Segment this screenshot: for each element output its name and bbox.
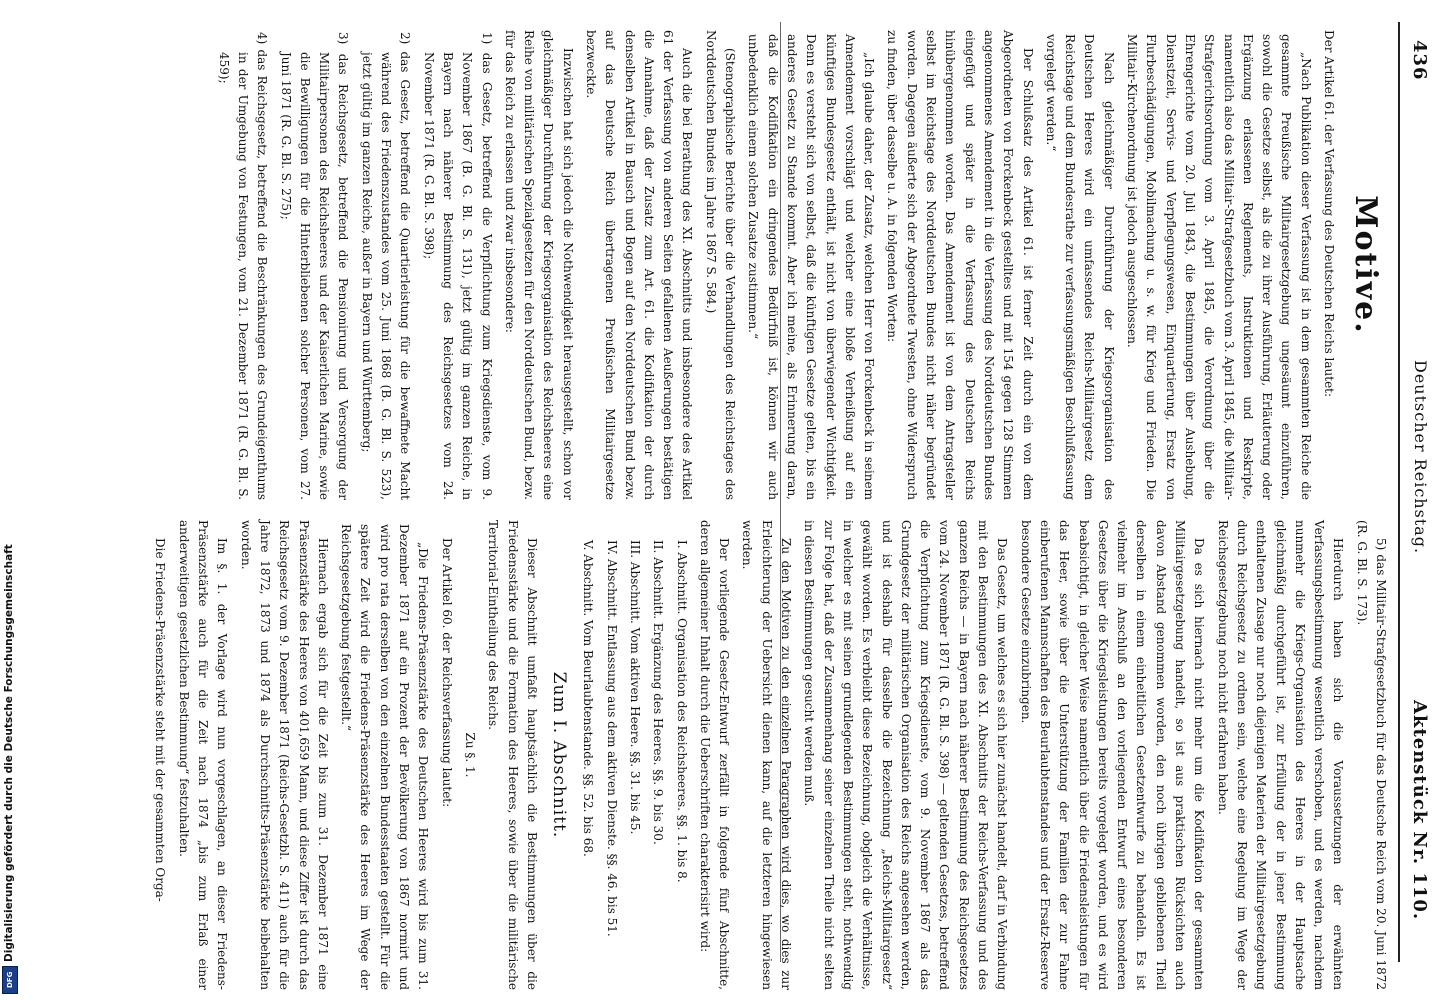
paragraph: Das Gesetz, um welches es sich hier zunächst handelt, darf in Verbindung mit den Bestimmungen des XI. Abschnitts der Reichs-Verfassung und des ganzen Reichs — in Bayern nach näherer Bestimmung des Reichsgesetzes vom 24. November 1871 (R. G. Bl. S. 398) — geltenden Gesetzes, betreffend die Verpflichtung zum Kriegsdienste, vom 9. November 1867 als das Grundgesetz der militärischen Organisation des Reichs angesehen werden, und ist deshalb für dasselbe die Bezeichnung „Reichs-Militairgesetz“ gewählt worden. Es verbleibt diese Bezeichnung, obgleich die Verhältnisse, in welcher es mit seinen grundlegenden Bestimmungen steht, nothwendig zur Folge hat, daß der Zusammenhang seiner einzelnen Theile nicht selten in diesen Bestimmungen gesucht werden muß. [802, 520, 1010, 990]
paragraph: Der vorliegende Gesetz-Entwurf zerfällt in folgende fünf Abschnitte, deren allgemeiner Inhalt durch die Ueberschriften charakterisirt wird: [697, 520, 732, 990]
paragraph: Zu den Motiven zu den einzelnen Paragraphen wird dies, wo dies zur Erleichterung der Uebersicht dienen kann, auf die letzteren hingewiesen werden. [740, 520, 794, 990]
paragraph: Der Artikel 60. der Reichsverfassung lautet: [439, 538, 454, 808]
list-item: 1) das Gesetz, betreffend die Verpflichtung zum Kriegsdienste, vom 9. November 1867 (B. G. Bl. S. 131), jetzt gültig im ganzen Reiche, in Bayern nach näherer Bestimmung des Reichsgesetzes vom 24. November 1871 (R. G. Bl. S. 398); [421, 32, 494, 500]
paragraph: „Ich glaube daher, der Zusatz, welchen Herr von Forckenbeck in seinem Amendement vorschlägt und welcher eine bloße Verheißung auf ein künftiges Bundesgesetz enthält, ist nicht von überwiegender Wichtigkeit. Denn es versteht sich von selbst, daß die künftigen Gesetze gelten, bis ein anderes Gesetz zu Stande kommt. Aber ich meine, als Erinnerung daran, daß die Kodifikation ein dringendes Bedürfniß ist, können wir auch unbedenklich einem solchen Zusatze zustimmen.“ [746, 34, 877, 500]
paragraph: Nach gleichmäßiger Durchführung der Kriegsorganisation des Deutschen Heeres wird ein umfassendes Reichs-Militairgesetz dem Reichstage und dem Bundesrathe zur verfassungsmäßigen Beschlußfassung vorgelegt werden.“ [1043, 34, 1116, 500]
heading-motive: Motive. [1348, 195, 1383, 335]
paragraph: Die Friedens-Präsenzstärke steht mit der gesammten Orga- [153, 538, 168, 902]
digitization-note: Digitalisierung gefördert durch die Deutsche Forschungsgemeinschaft [3, 544, 15, 962]
paragraph: Inzwischen hat sich jedoch die Nothwendigkeit herausgestellt, schon vor gleichmäßiger Durchführung der Kriegsorganisation des Reichsheeres eine Reihe von militärischen Spezialgesetzen für den Norddeutschen Bund, bezw. für das Reich zu erlassen und zwar insbesondere: [502, 30, 575, 500]
left-page-column [146, 520, 1390, 990]
paragraph: Hierdurch haben sich die Voraussetzungen der erwähnten Verfassungsbestimmung wesentlich verschoben, und es werden, nachdem nunmehr die Kriegs-Organisation des Heeres in der Hauptsache gleichmäßig durchgeführt ist, zur Erfüllung der in jener Bestimmung enthaltenen Zusage nur noch diejenigen Materien der Militairgesetzgebung durch Reichsgesetz zu ordnen sein, welche eine Regelung im Wege der Reichsgesetzgebung noch nicht erfahren haben. [1215, 520, 1346, 990]
toc-entry: III. Abschnitt. Vom aktiven Heere. §§. 31. bis 45. [628, 540, 643, 835]
list-item: 4) das Reichsgesetz, betreffend die Beschränkungen des Grundeigenthums in der Umgebung von Festungen, vom 21. Dezember 1871 (R. G. Bl. S. 459); [216, 32, 270, 500]
dfg-logo-text: DFG [6, 971, 14, 989]
running-title: Deutscher Reichstag. [1411, 360, 1430, 555]
list-item: 3) das Reichsgesetz, betreffend die Pensionirung und Versorgung der Militairpersonen des Reichsheeres und der Kaiserlichen Marine, sowie die Bewilligungen für die Hinterbliebenen solcher Personen, vom 27. Juni 1871 (R. G. Bl. S. 275); [278, 32, 351, 500]
paragraph: Da es sich hiernach nicht mehr um die Kodifikation der gesammten Militairgesetzgebung handelt, so ist aus praktischen Rücksichten auch davon Abstand genommen worden, den noch übrigen gebliebenen Theil derselben in einem einheitlichen Gesetzentwurfe zu behandeln. Es ist vielmehr im Anschluß an den vorliegenden Entwurf eines besonderen Gesetzes über die Kriegsleistungen bereits vorgelegt worden, und es wird beabsichtigt, in gleicher Weise namentlich über die Friedensleistungen für das Heer, sowie über die Unterstützung der Familien der zur Fahne einberufenen Mannschaften des Beurlaubtenstandes und der Ersatz-Reserve besondere Gesetze einzubringen. [1018, 520, 1207, 990]
paragraph: Dieser Abschnitt umfaßt hauptsächlich die Bestimmungen über die Friedensstärke und die Formation des Heeres, sowie über die militärische Territorial-Eintheilung des Reichs. [486, 520, 539, 990]
section-heading: Zum I. Abschnitt. [549, 671, 570, 839]
paragraph: Der Schlußsatz des Artikel 61. ist ferner Zeit durch ein von dem Abgeordneten von Forckenbeck gestelltes und mit 154 gegen 128 Stimmen angenommenes Amendement in die Verfassung des Norddeutschen Bundes eingefügt und später in die Verfassung des Deutschen Reichs hinübergenommen worden. Das Amendement ist von dem Antragsteller selbst im Reichstage des Norddeutschen Bundes nicht näher begründet worden. Dagegen äußerte sich der Abgeordnete Twesten, ohne Widerspruch zu finden, über dasselbe u. A. in folgenden Worten: [885, 30, 1035, 500]
paragraph: Hiernach ergab sich für die Zeit bis zum 31. Dezember 1871 eine Präsenzstärke des Heeres von 401,659 Mann, und diese Ziffer ist durch das Reichsgesetz vom 9. Dezember 1871 (Reichs-Gesetzbl. S. 411) auch für die Jahre 1872, 1873 und 1874 als Durchschnitts-Präsenzstärke beibehalten worden. [238, 520, 330, 990]
header-rule [1398, 22, 1400, 962]
paragraph: „Die Friedens-Präsenzstärke des Deutschen Heeres wird bis zum 31. Dezember 1871 auf ein Prozent der Bevölkerung von 1867 normirt und wird pro rata derselben von den einzelnen Bundesstaaten gestellt. Für die spätere Zeit wird die Friedens-Präsenzstärke des Heeres im Wege der Reichsgesetzgebung festgestellt.“ [339, 524, 431, 990]
subsection-heading: Zu §. 1. [462, 732, 477, 778]
paragraph: Auch die bei Berathung des XI. Abschnitts und insbesondere des Artikel 61 der Verfassung von anderen Seiten gefallenen Aeußerungen bestätigen die Annahme, daß der Zusatz zum Art. 61. die Kodifikation der durch denselben Artikel in Bausch und Bogen auf den Norddeutschen Bund bezw. auf das Deutsche Reich übertragenen Preußischen Militairgesetze bezweckte. [584, 30, 695, 500]
paragraph: Im §. 1. der Vorlage wird nun vorgeschlagen, an dieser Friedens-Präsenzstärke auch für die Zeit nach 1874 „bis zum Erlaß einer anderweitigen gesetzlichen Bestimmung“ festzuhalten. [176, 520, 230, 990]
toc-entry: II. Abschnitt. Ergänzung des Heeres. §§. 9. bis 30. [651, 540, 666, 845]
paragraph: 5) das Militair-Strafgesetzbuch für das Deutsche Reich vom 20. Juni 1872 (R. G. Bl. S. 173). [1354, 520, 1388, 990]
dfg-logo [2, 966, 18, 994]
toc-entry: V. Abschnitt. Vom Beurlaubtenstande. §§. 52. bis 68. [581, 540, 596, 857]
paragraph: Der Artikel 61. der Verfassung des Deutschen Reichs lautet: [1322, 30, 1336, 398]
toc-entry: IV. Abschnitt. Entlassung aus dem aktiven Dienste. §§. 46. bis 51. [604, 540, 619, 937]
page-number: 436 [1409, 40, 1430, 81]
toc-entry: I. Abschnitt. Organisation des Reichsheeres. §§. 1. bis 8. [674, 540, 689, 883]
attachment-number: Aktenstück Nr. 110. [1409, 700, 1430, 921]
paragraph: „Nach Publikation dieser Verfassung ist in dem gesammten Reiche die gesammte Preußische Militairgesetzgebung ungesäumt einzuführen, sowohl die Gesetze selbst, als die zu ihrer Ausführung, Erläuterung oder Ergänzung erlassenen Reglements, Instruktionen und Reskripte, namentlich also das Militair-Strafgesetzbuch vom 3. April 1845, die Militair-Strafgerichtsordnung vom 3. April 1845, die Verordnung über die Ehrengerichte vom 20. Juli 1843, die Bestimmungen über Aushebung, Dienstzeit, Servis- und Verpflegungswesen, Einquartierung, Ersatz von Flurbeschädigungen, Mobilmachung u. s. w. für Krieg und Frieden. Die Militair-Kirchenordnung ist jedoch ausgeschlossen. [1125, 34, 1313, 500]
right-page-column [209, 30, 1390, 500]
list-item: 2) das Gesetz, betreffend die Quartierleistung für die bewaffnete Macht während des Friedenszustandes vom 25. Juni 1868 (B. G. Bl. S. 523), jetzt gültig im ganzen Reiche, außer in Bayern und Württemberg; [359, 32, 413, 500]
paragraph: (Stenographische Berichte über die Verhandlungen des Reichstages des Norddeutschen Bundes im Jahre 1867 S. 584.) [703, 30, 738, 500]
